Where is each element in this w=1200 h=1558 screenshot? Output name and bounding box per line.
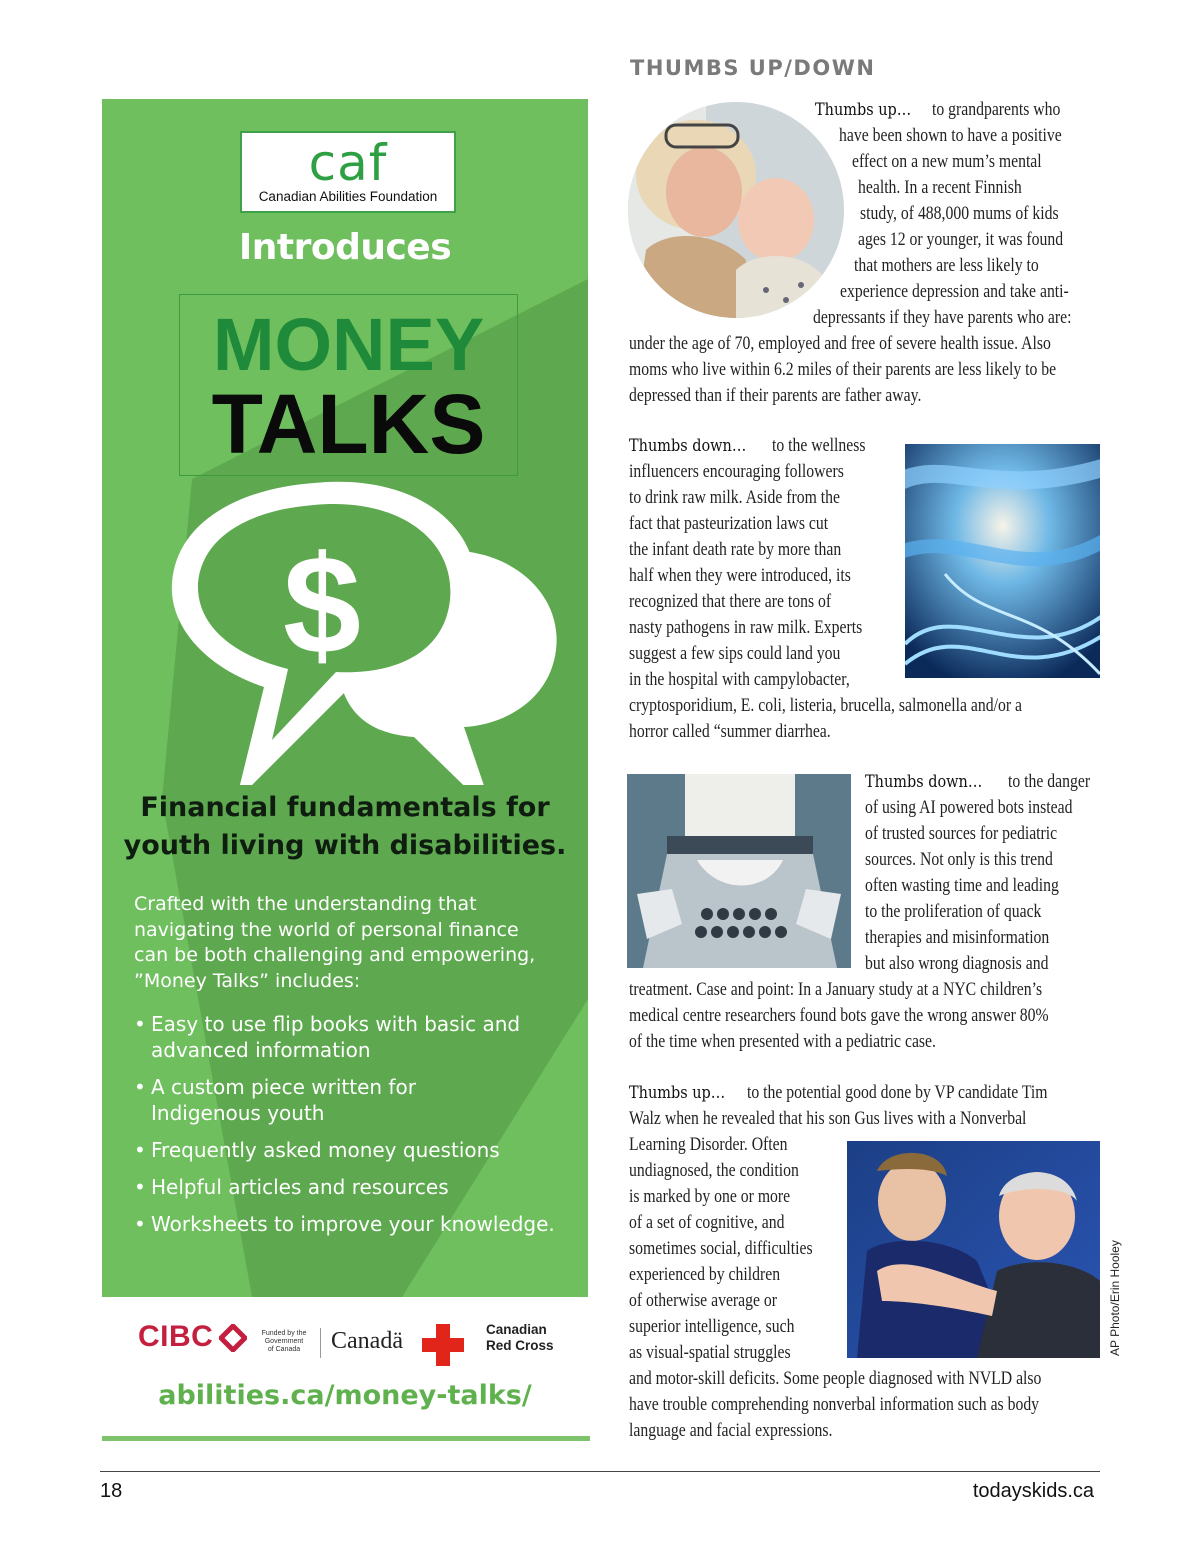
page-number: 18 (100, 1480, 123, 1502)
article-text-line: to the wellness (772, 436, 866, 456)
ad-feature-line: Helpful articles and resources (151, 1175, 449, 1199)
cibc-diamond-icon (219, 1324, 247, 1352)
article-text-line: as visual-spatial struggles (629, 1343, 791, 1363)
article-text-line: of using AI powered bots instead (865, 798, 1073, 818)
ad-title-box (179, 294, 518, 476)
bullet-icon: • (134, 1138, 146, 1162)
article-text-line: moms who live within 6.2 miles of their parents are less likely to be (629, 360, 1057, 380)
article-text-line: superior intelligence, such (629, 1317, 795, 1337)
section-title: THUMBS UP/DOWN (630, 56, 876, 80)
bullet-icon: • (134, 1075, 146, 1099)
ad-feature-item (134, 1174, 574, 1200)
article-text-line: health. In a recent Finnish (858, 178, 1022, 198)
ad-headline (102, 789, 588, 865)
ad-intro (134, 892, 574, 994)
article-text-line: of otherwise average or (629, 1291, 778, 1311)
cibc-logo: CIBC (138, 1320, 214, 1353)
government-funding-note (254, 1330, 314, 1354)
article-text-line: sometimes social, difficulties (629, 1239, 813, 1259)
ad-feature-line: Easy to use flip books with basic and (151, 1012, 521, 1036)
article-text-line: to the danger (1008, 772, 1091, 792)
bullet-icon: • (134, 1212, 146, 1236)
ad-feature-line: Worksheets to improve your knowledge. (151, 1212, 555, 1236)
ad-feature-item (134, 1137, 574, 1163)
article-text-line: often wasting time and leading (865, 876, 1059, 896)
article-text-line: depressants if they have parents who are: (813, 308, 1072, 328)
funded-line: Government (264, 1338, 304, 1345)
ad-intro-line: Crafted with the understanding that (134, 893, 477, 915)
article-text-line: cryptosporidium, E. coli, listeria, brucella, salmonella and/or a (629, 696, 1023, 716)
article-text-line: and motor-skill deficits. Some people diagnosed with NVLD also (629, 1369, 1042, 1389)
ad-feature-item (134, 1011, 574, 1063)
article-text-line: but also wrong diagnosis and (865, 954, 1049, 974)
red-cross-line: Canadian (486, 1322, 547, 1337)
money-talks-ad (102, 99, 588, 1297)
red-cross-name (486, 1322, 554, 1354)
bullet-icon: • (134, 1012, 146, 1036)
article-text-line: of a set of cognitive, and (629, 1213, 785, 1233)
grandmother-baby-photo (626, 100, 846, 320)
article-text-line: undiagnosed, the condition (629, 1161, 799, 1181)
article-text-line: medical centre researchers found bots gave the wrong answer 80% (629, 1006, 1049, 1026)
article-text-line: half when they were introduced, its (629, 566, 851, 586)
article-text-line: to grandparents who (932, 100, 1061, 120)
article-text-line: treatment. Case and point: In a January study at a NYC children’s (629, 980, 1043, 1000)
thumbs-label: Thumbs down… (865, 772, 983, 792)
caf-logo (240, 131, 456, 213)
ad-feature-item (134, 1074, 574, 1126)
article-text-line: experienced by children (629, 1265, 781, 1285)
article-text-line: suggest a few sips could land you (629, 644, 841, 664)
speech-bubbles-icon (164, 475, 564, 785)
thumbs-label: Thumbs up… (815, 100, 912, 120)
article-text-line: Learning Disorder. Often (629, 1135, 788, 1155)
ad-title-talks: TALKS (211, 377, 486, 471)
ad-intro-line: ”Money Talks” includes: (134, 969, 361, 992)
bubble-dollar-sign: $ (283, 526, 361, 683)
article-text-line: under the age of 70, employed and free of severe health issue. Also (629, 334, 1051, 354)
thumbs-label: Thumbs up… (629, 1083, 726, 1103)
article-text-line: that mothers are less likely to (854, 256, 1039, 276)
article-text-line: depressed than if their parents are father away. (629, 386, 922, 406)
caf-logo-name: Canadian Abilities Foundation (258, 189, 438, 204)
photo-credit: AP Photo/Erin Hooley (1108, 1240, 1122, 1356)
red-cross-line: Red Cross (486, 1338, 554, 1353)
ad-feature-line: advanced information (151, 1038, 371, 1062)
ad-headline-line: Financial fundamentals for (140, 792, 550, 823)
article-text-line: horror called “summer diarrhea. (629, 722, 831, 742)
article-text-line: therapies and misinformation (865, 928, 1050, 948)
ad-headline-line: youth living with disabilities. (123, 830, 567, 861)
ad-intro-line: navigating the world of personal finance (134, 918, 519, 941)
ad-feature-list (134, 1011, 574, 1248)
canada-wordmark: Canadä (331, 1328, 403, 1354)
ad-bottom-rule (102, 1436, 590, 1441)
ad-url[interactable]: abilities.ca/money-talks/ (158, 1380, 532, 1411)
article-text-line: in the hospital with campylobacter, (629, 670, 850, 690)
ad-feature-line: A custom piece written for (151, 1075, 416, 1099)
article-text-line: effect on a new mum’s mental (852, 152, 1042, 172)
funded-line: of Canada (267, 1346, 301, 1353)
ad-title-money: MONEY (212, 303, 485, 386)
bullet-icon: • (134, 1175, 146, 1199)
ad-feature-line: Frequently asked money questions (151, 1138, 500, 1162)
sponsor-divider (320, 1328, 321, 1358)
ai-typewriter-illustration (627, 774, 851, 968)
article-text-line: of trusted sources for pediatric (865, 824, 1058, 844)
sponsor-logos (102, 1310, 588, 1370)
ad-intro-line: can be both challenging and empowering, (134, 944, 536, 966)
caf-logo-text: caf (308, 134, 388, 192)
article-text-line: Walz when he revealed that his son Gus lives with a Nonverbal (629, 1109, 1027, 1129)
article-text-line: influencers encouraging followers (629, 462, 844, 482)
walz-hug-photo (847, 1141, 1100, 1358)
article-text-line: ages 12 or younger, it was found (858, 230, 1064, 250)
article-text-line: language and facial expressions. (629, 1421, 833, 1441)
article-text-line: nasty pathogens in raw milk. Experts (629, 618, 863, 638)
article-text-line: to the potential good done by VP candidate Tim (747, 1083, 1048, 1103)
article-text-line: recognized that there are tons of (629, 592, 832, 612)
article-text-line: fact that pasteurization laws cut (629, 514, 829, 534)
article-text-line: the infant death rate by more than (629, 540, 842, 560)
article-text-line: experience depression and take anti- (840, 282, 1069, 302)
thumbs-label: Thumbs down… (629, 436, 747, 456)
ad-feature-line: Indigenous youth (151, 1101, 325, 1125)
article-text-line: is marked by one or more (629, 1187, 791, 1207)
ad-introduces: Introduces (238, 227, 452, 268)
article-text-line: sources. Not only is this trend (865, 850, 1053, 870)
ad-feature-item (134, 1211, 574, 1237)
red-cross-icon (422, 1324, 464, 1366)
footer-rule (100, 1471, 1100, 1472)
article-text-line: have trouble comprehending nonverbal information such as body (629, 1395, 1040, 1415)
article-text-line: of the time when presented with a pediatric case. (629, 1032, 936, 1052)
article-text-line: study, of 488,000 mums of kids (860, 204, 1059, 224)
funded-line: Funded by the (261, 1330, 307, 1337)
site-name[interactable]: todayskids.ca (972, 1480, 1094, 1502)
article-text-line: have been shown to have a positive (839, 126, 1062, 146)
article-text-line: to the proliferation of quack (865, 902, 1042, 922)
dna-photo (905, 444, 1100, 678)
article-text-line: to drink raw milk. Aside from the (629, 488, 840, 508)
